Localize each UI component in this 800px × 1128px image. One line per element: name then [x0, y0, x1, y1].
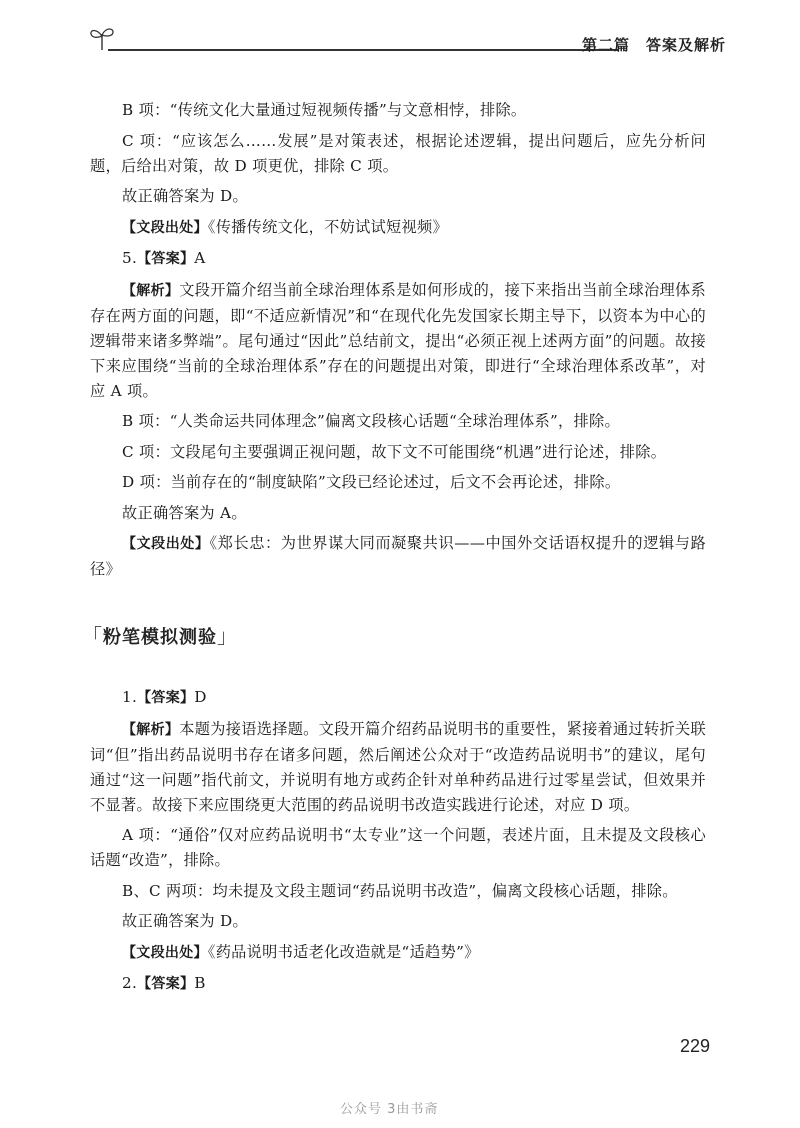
- paragraph: [90, 129, 706, 179]
- paragraph: [90, 971, 706, 997]
- paragraph-text: 《郑长忠：为世界谋大同而凝聚共识——中国外交话语权提升的逻辑与路径》: [90, 534, 706, 578]
- paragraph-text: B 项：“人类命运共同体理念”偏离文段核心话题“全球治理体系”，排除。: [122, 412, 620, 430]
- paragraph: [90, 98, 706, 123]
- paragraph-text: B、C 两项：均未提及文段主题词“药品说明书改造”，偏离文段核心话题，排除。: [122, 881, 678, 900]
- bold-tag: 【文段出处】: [122, 219, 208, 236]
- page-number: 229: [679, 1036, 710, 1056]
- paragraph-text: A: [194, 249, 206, 267]
- paragraph-text: D: [194, 688, 207, 706]
- bold-tag: 【答案】: [137, 690, 195, 706]
- paragraph: [90, 531, 706, 582]
- watermark: 公众号 3由书斋: [340, 1102, 439, 1117]
- paragraph: [90, 440, 706, 465]
- paragraph: [90, 879, 706, 904]
- page-content: [82, 98, 707, 1003]
- header-rule: [108, 49, 618, 51]
- paragraph-text: 故正确答案为 D。: [122, 912, 249, 930]
- section-bracket-open: 「: [82, 624, 103, 648]
- item-number: 1.: [122, 688, 138, 706]
- bold-tag: 【答案】: [137, 251, 195, 267]
- paragraph-text: 文段开篇介绍当前全球治理体系是如何形成的，接下来指出当前全球治理体系存在两方面的问题，即“不适应新情况”和“在现代化先发国家长期主导下，以资本为中心的逻辑带来诸多弊端”。尾句通过“因此”总结前文，提出“必须正视上述两方面”的问题。故接下来应围绕“当前的全球治理体系”存在的问题提出对策，即进行“全球治理体系改革”，对应 A 项。: [90, 280, 707, 400]
- sprout-icon: [86, 24, 118, 52]
- section-bracket-close: 」: [217, 624, 238, 648]
- paragraph: [90, 717, 706, 818]
- paragraph-text: B: [194, 974, 206, 992]
- bold-tag: 【解析】: [122, 721, 180, 738]
- paragraph-text: B 项：“传统文化大量通过短视频传播”与文意相悖，排除。: [122, 101, 527, 119]
- paragraph: [90, 470, 706, 495]
- paragraph-text: C 项：文段尾句主要强调正视问题，故下文不可能围绕“机遇”进行论述，排除。: [122, 442, 667, 461]
- paragraph-text: C 项：“应该怎么……发展”是对策表述，根据论述逻辑，提出问题后，应先分析问题，后给出对策，故 D 项更优，排除 C 项。: [90, 131, 706, 175]
- item-number: 2.: [122, 974, 138, 992]
- bold-tag: 【答案】: [137, 976, 195, 992]
- paragraph: [90, 246, 706, 272]
- page-header: [76, 22, 726, 62]
- bold-tag: 【文段出处】: [122, 944, 208, 961]
- paragraph-text: 故正确答案为 A。: [122, 503, 247, 522]
- bold-tag: 【文段出处】: [122, 536, 210, 552]
- paragraph-text: 本题为接语选择题。文段开篇介绍药品说明书的重要性，紧接着通过转折关联词“但”指出药品说明书存在诸多问题，然后阐述公众对于“改造药品说明书”的建议，尾句通过“这一问题”指代前文，并说明有地方或药企针对单种药品进行过零星尝试，但效果并不显著。故接下来应围绕更大范围的药品说明书改造实践进行论述，对应 D 项。: [90, 719, 707, 814]
- paragraph: [90, 501, 706, 526]
- paragraph-text: A 项：“通俗”仅对应药品说明书“太专业”这一个问题，表述片面，且未提及文段核心话题“改造”，排除。: [90, 826, 706, 869]
- paragraph: [90, 215, 706, 241]
- paragraph-text: 故正确答案为 D。: [122, 187, 249, 205]
- paragraph: [90, 409, 706, 434]
- paragraph-text: 《药品说明书适老化改造就是“适趋势”》: [207, 942, 480, 961]
- item-number: 5.: [122, 249, 138, 267]
- section-title-text: 粉笔模拟测验: [103, 627, 217, 648]
- section-title: [82, 620, 706, 649]
- header-title: 第二篇 答案及解析: [581, 36, 726, 54]
- bold-tag: 【解析】: [122, 282, 180, 299]
- paragraph: [90, 823, 706, 873]
- paragraph-text: D 项：当前存在的“制度缺陷”文段已经论述过，后文不会再论述，排除。: [122, 473, 621, 491]
- paragraph: [90, 685, 706, 711]
- paragraph-text: 《传播传统文化，不妨试试短视频》: [207, 217, 449, 236]
- paragraph: [90, 909, 706, 934]
- paragraph: [90, 184, 706, 209]
- paragraph: [90, 278, 706, 404]
- paragraph: [90, 940, 706, 966]
